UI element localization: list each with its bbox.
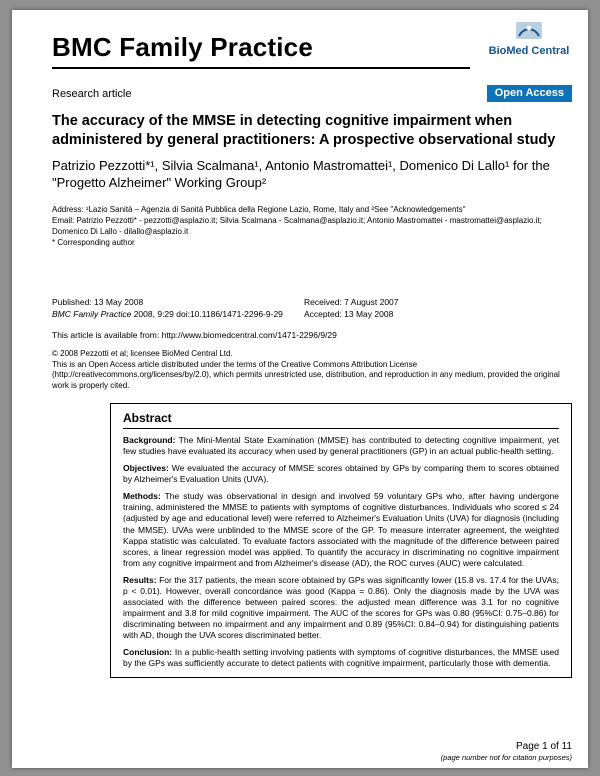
address-text: ¹Lazio Sanità – Agenzia di Sanità Pubblica della Regione Lazio, Rome, Italy and ²See "Acknowledgements" <box>85 204 466 214</box>
journal-title: BMC Family Practice <box>52 32 314 62</box>
email-text: Patrizio Pezzotti* - pezzotti@asplazio.it; Silvia Scalmana - Scalmana@asplazio.it; Antonio Mastromattei - mastromattei@asplazio.it; Domenico Di Lallo - dilallo@asplazio.it <box>52 215 542 236</box>
citation-doi: 2008, 9:29 doi:10.1186/1471-2296-9-29 <box>131 309 283 320</box>
abstract-label-background: Background: <box>123 435 176 446</box>
page-footer <box>441 741 572 762</box>
accepted-date: Accepted: 13 May 2008 <box>304 309 394 320</box>
open-access-badge: Open Access <box>487 85 572 102</box>
article-url-link[interactable]: http://www.biomedcentral.com/1471-2296/9/29 <box>161 329 337 340</box>
availability-label: This article is available from: <box>52 329 162 340</box>
abstract-text-background: The Mini-Mental State Examination (MMSE) has contributed to detecting cognitive impairment, yet few studies have evaluated its accuracy when used by general practitioners (GP) in an actual public-health setting. <box>123 435 559 457</box>
abstract-label-methods: Methods: <box>123 491 161 502</box>
publication-dates <box>52 296 572 321</box>
abstract-section-results <box>123 575 559 641</box>
availability-line <box>52 330 572 340</box>
publication-left-column <box>52 296 304 321</box>
article-type-row <box>52 85 572 102</box>
published-date: Published: 13 May 2008 <box>52 296 144 307</box>
abstract-section-objectives <box>123 463 559 485</box>
citation-note: (page number not for citation purposes) <box>440 753 572 762</box>
biomed-central-logo-icon <box>514 20 544 42</box>
citation-line <box>52 308 304 320</box>
affiliation-block <box>52 204 572 248</box>
abstract-heading: Abstract <box>123 411 559 429</box>
abstract-box <box>110 403 572 678</box>
address-label: Address: <box>52 204 86 214</box>
license-text: This is an Open Access article distributed under the terms of the Creative Commons Attribution License (http://creativecommons.org/licenses/by/2.0), which permits unrestricted use, distribution, and reproduction in any medium, provided the original work is properly cited. <box>52 359 560 390</box>
abstract-section-background <box>123 435 559 457</box>
publication-right-column <box>304 296 572 321</box>
biomed-central-logo <box>486 18 572 57</box>
citation-journal: BMC Family Practice <box>52 309 132 320</box>
article-page <box>12 10 588 768</box>
abstract-text-conclusion: In a public-health setting involving patients with symptoms of cognitive disturbances, the MMSE used by the GPs was sufficiently accurate to detect patients with cognitive impairment, particularly those with dementia. <box>123 646 559 669</box>
abstract-text-objectives: We evaluated the accuracy of MMSE scores obtained by GPs by comparing them to scores obtained by Alzheimer's Evaluation Units (UVA). <box>123 463 559 485</box>
email-label: Email: <box>52 215 77 225</box>
article-type-label: Research article <box>52 87 132 100</box>
publisher-name: BioMed Central <box>488 45 570 57</box>
masthead <box>52 18 572 69</box>
abstract-text-results: For the 317 patients, the mean score obtained by GPs was significantly lower (15.8 vs. 17.4 for the UVAs; p < 0.01). However, overall concordance was good (Kappa = 0.86). Only the diagnosis made by the UVA was associated with the difference between paired scores: the adjusted mean difference was 3.1 for no cognitive impairment and 3.8 for mild cognitive impairment. The AUC of the scores for GPs was 0.80 (95%CI: 0.75–0.86) for discriminating between no impairment and any impairment and 0.89 (95%CI: 0.84–0.94) for distinguishing patients with AD, though the UVA scores discriminated better. <box>123 574 559 640</box>
copyright-line: © 2008 Pezzotti et al; licensee BioMed Central Ltd. <box>52 348 233 358</box>
abstract-section-conclusion <box>123 647 559 669</box>
address-line <box>52 204 572 215</box>
page-number: Page 1 of 11 <box>516 741 572 752</box>
received-date: Received: 7 August 2007 <box>304 296 399 307</box>
abstract-label-conclusion: Conclusion: <box>123 646 173 657</box>
article-title: The accuracy of the MMSE in detecting cognitive impairment when administered by general practitioners: A prospective observational study <box>52 113 556 148</box>
journal-title-rule <box>52 18 470 69</box>
abstract-text-methods: The study was observational in design and involved 59 voluntary GPs who, after having undergone training, administered the MMSE to patients with symptoms of cognitive disturbances. Individuals who scored ≤ 24 (adjusted by age and educational level) were referred to Alzheimer's Evaluation Units (UVA) for diagnosis (including the MMSE). UVAs were unblinded to the MMSE score of the GP. To measure interrater agreement, the weighted Kappa statistic was calculated. To evaluate factors associated with the magnitude of the difference between paired scores, a linear regression model was applied. To quantify the accuracy in discriminating no cognitive impairment from any cognitive impairment and from Alzheimer's disease (AD), the ROC curves (AUC) were calculated. <box>123 491 559 568</box>
email-line <box>52 215 572 237</box>
abstract-section-methods <box>123 491 559 568</box>
corresponding-author-note: * Corresponding author <box>52 237 135 247</box>
abstract-label-objectives: Objectives: <box>123 463 169 474</box>
abstract-label-results: Results: <box>123 574 157 585</box>
author-list: Patrizio Pezzotti*¹, Silvia Scalmana¹, Antonio Mastromattei¹, Domenico Di Lallo¹ for the "Progetto Alzheimer" Working Group² <box>52 157 550 191</box>
